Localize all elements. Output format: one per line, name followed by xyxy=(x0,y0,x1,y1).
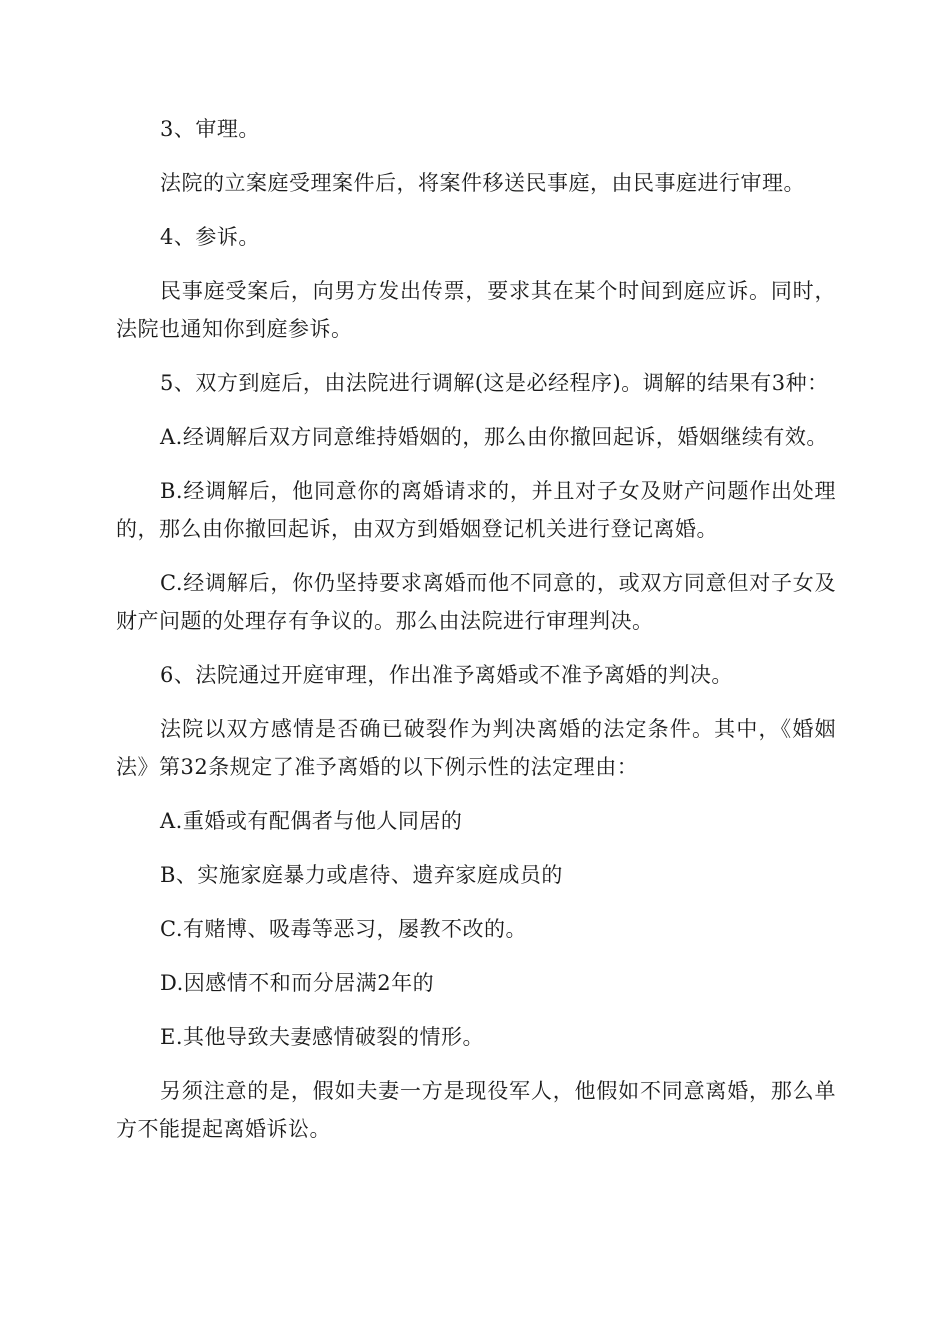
reason-b: B、实施家庭暴力或虐待、遗弃家庭成员的 xyxy=(160,863,563,887)
document-body xyxy=(116,110,836,1164)
step-5-heading: 5、双方到庭后，由法院进行调解(这是必经程序)。调解的结果有3种： xyxy=(160,371,829,395)
step-3-heading: 3、审理。 xyxy=(160,117,260,141)
step-4-heading: 4、参诉。 xyxy=(160,225,260,249)
mediation-result-b: B.经调解后，他同意你的离婚请求的，并且对子女及财产问题作出处理的，那么由你撤回起诉，由双方到婚姻登记机关进行登记离婚。 xyxy=(116,479,836,541)
step-6-heading: 6、法院通过开庭审理，作出准予离婚或不准予离婚的判决。 xyxy=(160,663,733,687)
military-note: 另须注意的是，假如夫妻一方是现役军人，他假如不同意离婚，那么单方不能提起离婚诉讼。 xyxy=(116,1079,836,1141)
mediation-result-c: C.经调解后，你仍坚持要求离婚而他不同意的，或双方同意但对子女及财产问题的处理存有争议的。那么由法院进行审理判决。 xyxy=(116,571,836,633)
reason-a: A.重婚或有配偶者与他人同居的 xyxy=(160,809,463,833)
step-3-text: 法院的立案庭受理案件后，将案件移送民事庭，由民事庭进行审理。 xyxy=(160,171,805,195)
reason-e: E.其他导致夫妻感情破裂的情形。 xyxy=(160,1025,485,1049)
mediation-result-a: A.经调解后双方同意维持婚姻的，那么由你撤回起诉，婚姻继续有效。 xyxy=(160,425,828,449)
step-4-text: 民事庭受案后，向男方发出传票，要求其在某个时间到庭应诉。同时，法院也通知你到庭参诉。 xyxy=(116,279,836,341)
reason-d: D.因感情不和而分居满2年的 xyxy=(160,971,435,995)
legal-condition-text: 法院以双方感情是否确已破裂作为判决离婚的法定条件。其中，《婚姻法》第32条规定了准予离婚的以下例示性的法定理由： xyxy=(116,717,836,779)
reason-c: C.有赌博、吸毒等恶习，屡教不改的。 xyxy=(160,917,527,941)
